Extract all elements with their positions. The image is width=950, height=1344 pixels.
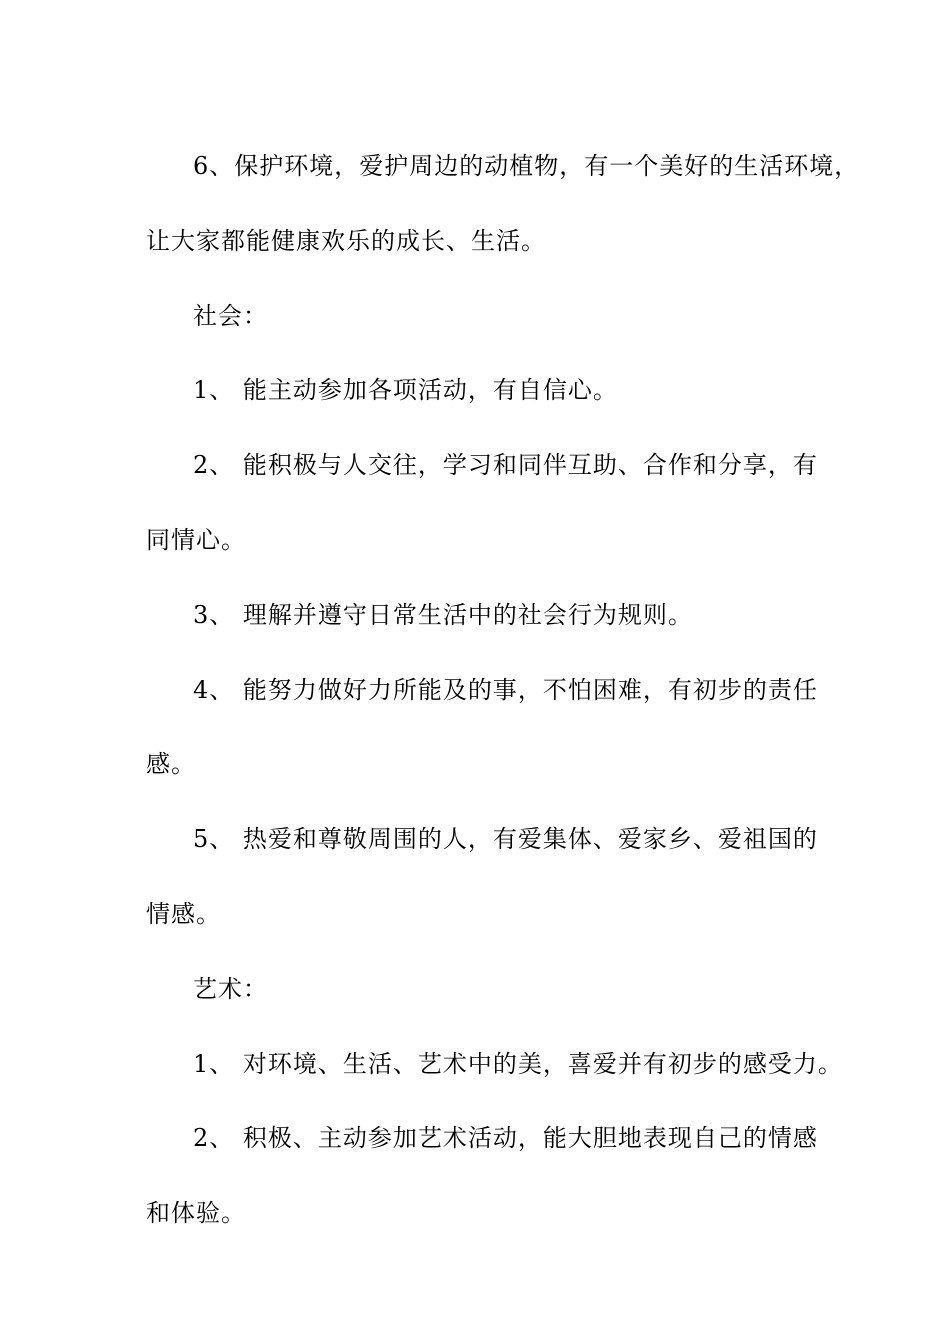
text-line: 让大家都能健康欢乐的成长、生活。 [146,226,546,255]
list-item: 1、 能主动参加各项活动，有自信心。 [193,376,618,405]
section-heading-art: 艺术： [193,974,268,1003]
list-item: 4、 能努力做好力所能及的事，不怕困难，有初步的责任 [193,675,818,704]
list-item: 3、 理解并遵守日常生活中的社会行为规则。 [193,600,693,629]
text-line: 6、保护环境，爱护周边的动植物，有一个美好的生活环境， [193,152,860,180]
text-line: 和体验。 [146,1199,246,1228]
text-line: 同情心。 [146,525,246,554]
list-item: 2、 能积极与人交往，学习和同伴互助、合作和分享，有 [193,451,818,480]
list-item: 2、 积极、主动参加艺术活动，能大胆地表现自己的情感 [193,1124,818,1153]
text-line: 情感。 [146,899,221,928]
section-heading-society: 社会： [193,301,268,330]
text-line: 感。 [146,750,196,779]
body-text [146,129,860,1251]
list-item: 5、 热爱和尊敬周围的人，有爱集体、爱家乡、爱祖国的 [193,825,818,854]
list-item: 1、 对环境、生活、艺术中的美，喜爱并有初步的感受力。 [193,1049,843,1078]
